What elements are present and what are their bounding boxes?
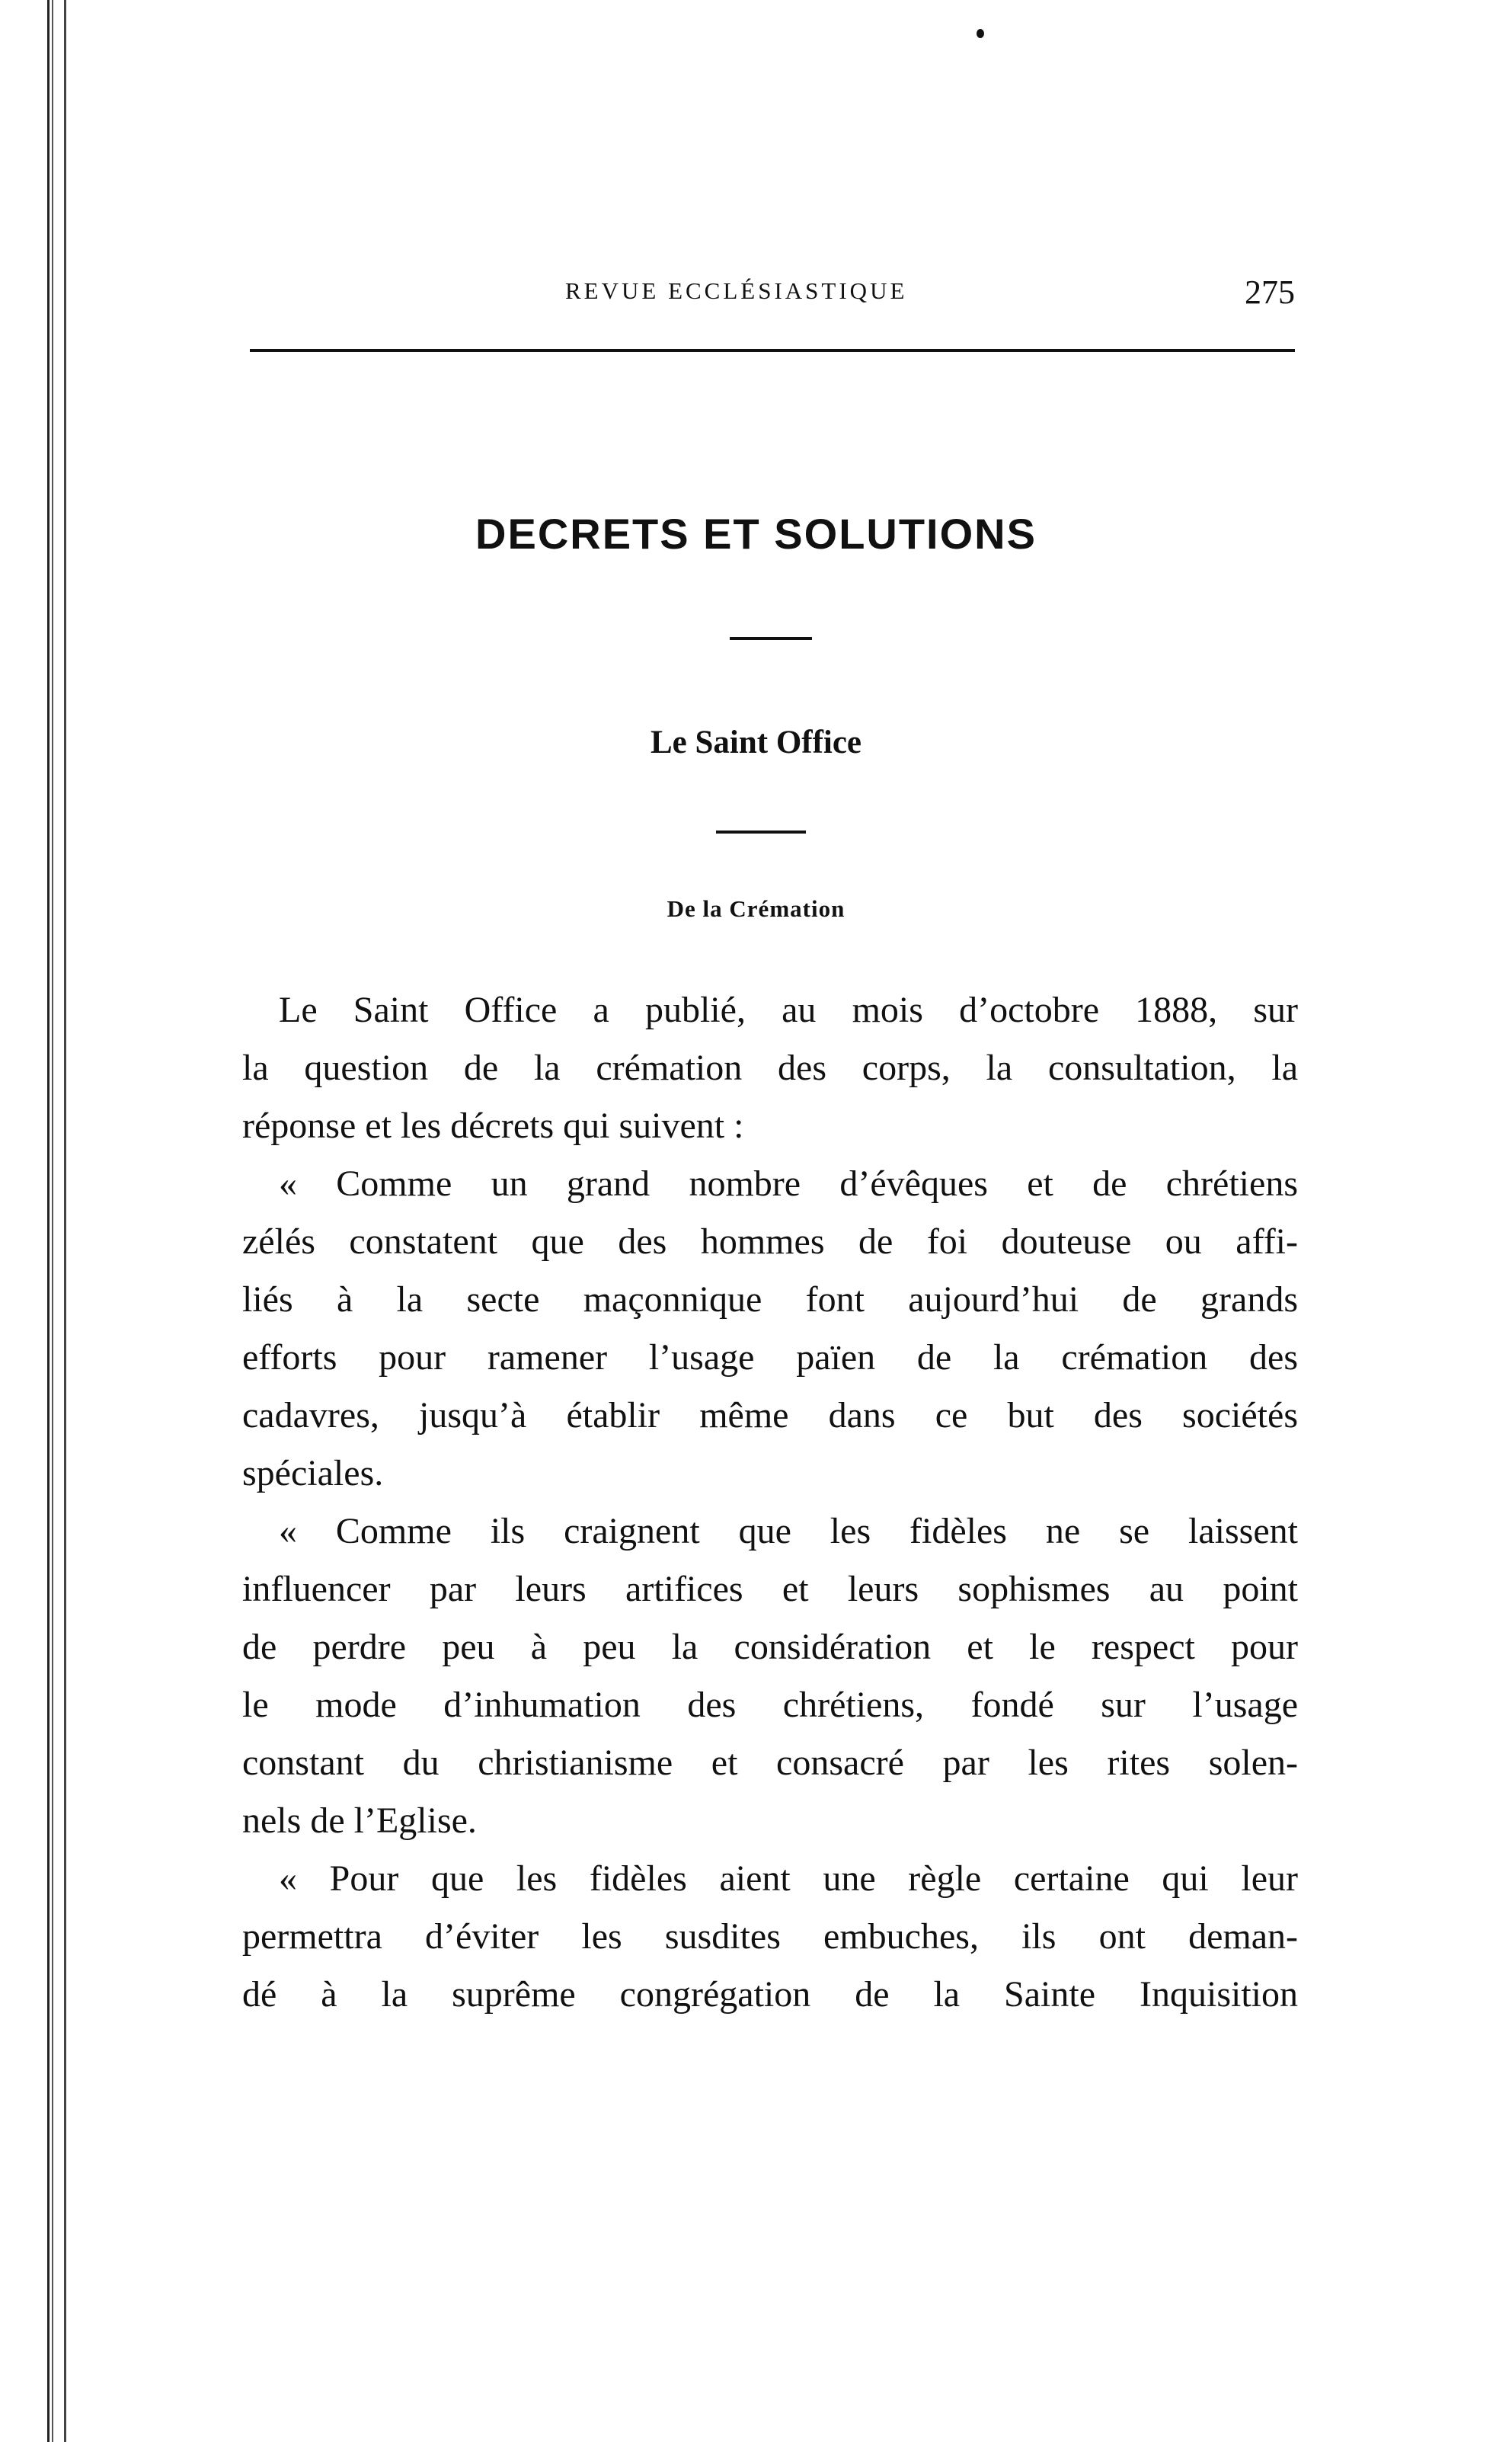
text-line: liés à la secte maçonnique font aujourd’hui de grands: [242, 1279, 1298, 1320]
text-line: cadavres, jusqu’à établir même dans ce but des sociétés: [242, 1395, 1298, 1435]
text-line: le mode d’inhumation des chrétiens, fondé sur l’usage: [242, 1685, 1298, 1725]
title-separator-rule: [730, 637, 812, 640]
text-line: Le Saint Office a publié, au mois d’octobre 1888, sur: [279, 990, 1298, 1030]
page-binding-line: [64, 0, 66, 2442]
text-line: nels de l’Eglise.: [242, 1800, 477, 1841]
text-line: « Comme ils craignent que les fidèles ne se laissent: [279, 1511, 1298, 1551]
paragraph: [242, 1503, 1298, 1850]
page-number: 275: [1245, 274, 1295, 311]
section-title: DECRETS ET SOLUTIONS: [475, 510, 1037, 558]
ink-speck: [977, 29, 984, 38]
text-line: réponse et les décrets qui suivent :: [242, 1106, 744, 1146]
paragraph: [242, 1850, 1298, 2024]
header-rule: [250, 349, 1295, 352]
sub-subtitle: De la Crémation: [666, 895, 846, 922]
text-line: la question de la crémation des corps, la consultation, la: [242, 1048, 1298, 1088]
subtitle: Le Saint Office: [650, 725, 862, 760]
text-line: permettra d’éviter les susdites embuches, ils ont deman-: [242, 1916, 1298, 1957]
running-title: REVUE ECCLÉSIASTIQUE: [565, 277, 908, 304]
subtitle-separator-rule: [716, 831, 806, 834]
text-line: spéciales.: [242, 1453, 384, 1493]
text-line: de perdre peu à peu la considération et le respect pour: [242, 1627, 1298, 1667]
paragraph: [242, 1155, 1298, 1503]
text-line: efforts pour ramener l’usage païen de la crémation des: [242, 1337, 1298, 1378]
text-line: zélés constatent que des hommes de foi douteuse ou affi-: [242, 1221, 1298, 1262]
text-line: « Pour que les fidèles aient une règle certaine qui leur: [279, 1858, 1298, 1899]
paragraph: [242, 981, 1298, 1155]
text-line: constant du christianisme et consacré par les rites solen-: [242, 1743, 1298, 1783]
page-binding-edge: [47, 0, 53, 2442]
text-line: dé à la suprême congrégation de la Sainte Inquisition: [242, 1974, 1298, 2015]
text-line: influencer par leurs artifices et leurs sophismes au point: [242, 1569, 1298, 1609]
text-line: « Comme un grand nombre d’évêques et de chrétiens: [279, 1163, 1298, 1204]
running-header: [251, 273, 1295, 318]
body-text: [242, 981, 1298, 2024]
